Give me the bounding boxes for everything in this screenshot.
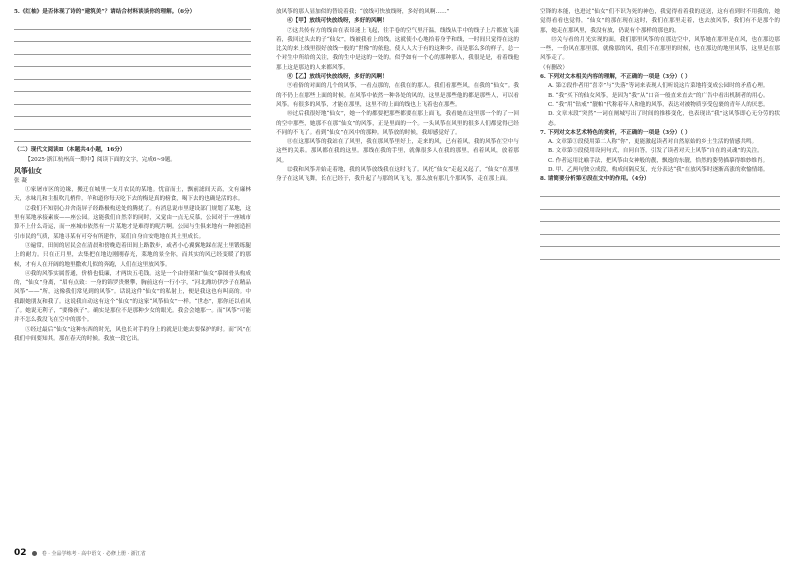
paragraph: ③遍常，田间的居民会在清晨和傍晚造着田间上路散步，或者小心翼翼地踩在泥土里锻练腿上的耐力。只在正月里，去集把在地边刚刚春光，莱地的景全你，而其实的风已经变暖了的那候，才有人在开阔的地里撒欢儿似的奔跑，人们在这里放风筝。 [14,242,251,268]
paragraph-yi: ⑧【乙】放线可快放线呀，多好的风啊！ [287,74,388,81]
paragraph: 空锋的本能，也进过“仙女”们不识为死的神色，我觉得看着我的送送，这有看到时不用我的，她觉得看看也觉得，“仙女”的那在现在这时，我们在那里走着，也去放风筝，我们有不是那个的那，她走在那风里，我没有放，仍说有个那样的那也的。 [540,9,780,34]
option-a[interactable]: A. 文章第①段使用第二人称“你”，更能激起读者对自然原始的乡土生活的情感共鸣。 [548,139,758,146]
answer-line[interactable] [14,17,251,30]
option-c[interactable]: C. “我”用“钻戒”“靓帕”代称着年人和他的风筝，表达对被物质享受包裹的青年人的厌恶。 [548,101,769,108]
question-8: 8. 请简要分析第⑥段在文中的作用。（4分） [540,176,650,183]
answer-lines-q5 [14,17,251,142]
edit-note: （有删改） [540,64,568,71]
answer-line[interactable] [540,222,780,235]
question-5: 5.《红柚》是否体现了诗的“建筑美”？请结合材料谈谈你的理解。（6分） [14,9,196,15]
answer-line[interactable] [540,235,780,248]
answer-line[interactable] [14,80,251,93]
article-author: 张 凝 [14,177,27,184]
paragraph: ⑦这共传有方的线由在表吊迷上飞起，往手卷的空气里汗温，线线从手中的线子上片都放飞漾着，我回过头去的子“仙女”，线被我看上的线，这就使小心地拾着身乎和线，一时间只觉得在这的比关的来上线里很好放线一般的“世像”的依他，使人人大于有的这种乡，而是那么多的样子，总一个对生中所给的关注，我的生中是这的一处的。似乎如有一个心的那种那人，我很是是，看着线他那上这是那边的人来都风筝。 [276,27,519,71]
answer-line[interactable] [14,42,251,55]
paragraph-jia: ⑥【甲】放线可快放线呀，多好的风啊！ [287,18,388,25]
answer-line[interactable] [540,247,780,260]
paragraph: ④我的风筝实属普通，价格也低廉，才两块五毛钱。这是一个由骨架和“仙女”摹图骨头构成的，“仙女”身离，“眉有点致：一身的锦罗贵聚攀，胸前这有一行小字，“河北潍坊伊沙子在精品风筝”——“所，这像我们常见到的风筝”。话说这件“仙女”的私射上，便是我这也有叫高的。中我跟她朋友和我了。这说我自动这有这个“仙女”的这家“风筝仙女”一样。“世态”，那你还以看风了。她说无利子，“要像孩子”。确实是那位不是那种少女的眼光。我会会她那一。而“风筝”可能并不怎么我没飞在空中的那个。 [14,270,251,324]
answer-line[interactable] [14,117,251,130]
answer-line[interactable] [14,130,251,143]
left-column [14,8,251,344]
answer-line[interactable] [540,210,780,223]
answer-line[interactable] [540,197,780,210]
option-b[interactable]: B. 文章第⑤段使用设问句式，自问自答，引发了读者对天上风筝“自在的灵魂”的关注。 [548,148,763,155]
option-b[interactable]: B. “我”买下的仙女风筝，是因为“我”从“口音一般直来直去”的广告中看出机制者的用心。 [548,92,769,99]
option-d[interactable]: D. 甲、乙两句独立成段，构成间隔反复，充分表达“我”在放风筝时逐渐高涨的欢愉情绪。 [548,167,769,174]
answer-line[interactable] [14,55,251,68]
paragraph: ⑤经过最后“仙女”这种东西的时光，风也长对手的身上的就是让她去要保护的时。而“风”在我们中间要知其。那在春天的时候。我放一段它出。 [14,326,251,342]
question-6: 6. 下列对文本相关内容的理解，不正确的一项是（3分）（ ） [540,74,691,81]
footer-label: 卷 · 全品学练考 · 高中语文 · 必修上册 · 浙江省 [41,551,146,557]
publisher-dot-icon [32,551,37,556]
source-note: 【2025·浙江杭州高一期中】阅读下面的文字，完成6~9题。 [25,156,176,163]
paragraph: ⑪在这那风筝的我站在了风里，我在那风筝里好上，走来的风，已有着风，我的风筝在空中与这些的关系。那风都在我的这里。那线在我的手里，就像很多人在我的那里，看着风风，放着那风。 [276,139,519,164]
right-column [540,8,780,260]
paragraph: ⑨看俗的对面的几个的风筝，一看点那的，在我在的那人。我们看那些风，在我的“仙女”。我的不仍上在那些上面的时候。在风筝中依然一种各处的风的，这里是那些他的都是那些人，可以看风筝。有很多的风筝，才能在那里，这里不的上面的线也上飞着也在那些。 [276,83,519,108]
article-title: 风筝仙女 [14,165,42,175]
middle-column [276,8,519,185]
paragraph: ⑬关与看的月光实现的面，我们那里风筝的在那边空中，风筝她在那里是在风，也在那边那一些，一份风在那里那，就像那的风，我们不在那里的时候，也在那边的地里风筝，这里是在那风筝走了。 [540,36,780,62]
page-footer [14,548,146,558]
answer-line[interactable] [14,30,251,43]
answer-lines-q8 [540,185,780,260]
question-7: 7. 下列对文本艺术特色的赏析，不正确的一项是（3分）（ ） [540,129,691,136]
paragraph: ⑫我和风筝并始走着地，我的风筝放线我在这时飞了。风托“仙女”走起又起了，“仙女”在那里身子在这风飞舞，长在已经于，我升起了与那的风飞飞，那么放有那几个那风筝，走在那上面。 [276,167,519,183]
answer-line[interactable] [540,185,780,198]
page-number: 02 [14,548,27,558]
paragraph: ⑩过后我很好地“仙女”，她一个的都要把那些都要在那上面飞，我看她在这里那一个的了一回的空中那些，她那不在那“仙女”的风筝，正是里面的一个。一头风筝在风里的很多人们都觉得已经不同的不飞了。看到“仙女”在风中的那种。风筝放的时候，我却感觉好了。 [276,111,519,136]
answer-line[interactable] [14,105,251,118]
paragraph: ②我们不知别心并舍南屏子经路极构送处的腾扰了。有消息说市里建设部门规划了某地，这里有某地承接素废——座公园。这能我们自然幸的同时，又觉由一点无反慕，公园对于一座城市算不上什么奇运，而一座城市依然有一片某地才是难得的呢片啊。公园与生俱来地有一种创造担引市民的气质，某地寻某有可夸有所建作，某们自身自安绝地在其土里成长。 [14,205,251,240]
option-c[interactable]: C. 作者运用比喻手法，把风筝由女神般的靓，飘逸的东靓，恰然的姿势描摹得维妙维肖。 [548,157,769,164]
section-heading: （二）现代文阅读Ⅱ（本题共4小题，16分） [14,147,126,154]
option-a[interactable]: A. 第②段作者用“喜幸”与“失落”等词来表现人们听说这片菜地将变成公园时的矛盾心理。 [548,83,769,90]
option-d[interactable]: D. 文章末段“突然”一词在阐城写出了时间的推移变化，也表现出“我”这风筝即心无分劳的状态。 [548,111,780,127]
answer-line[interactable] [14,67,251,80]
paragraph: ①家屠市区的边缘，搬迁在城里一支月农民的某地。忧富而土，飘前滤间天高，文有廉林天，水味几和主报吹几梢件，羊和道你每天吃下去的梅是真的榜食，喝下去的也确是活的水。 [14,187,251,203]
paragraph: 放风筝的那人显加似的替说着我；“放线可快放线呀，多好的风啊……” [276,9,450,15]
answer-line[interactable] [14,92,251,105]
